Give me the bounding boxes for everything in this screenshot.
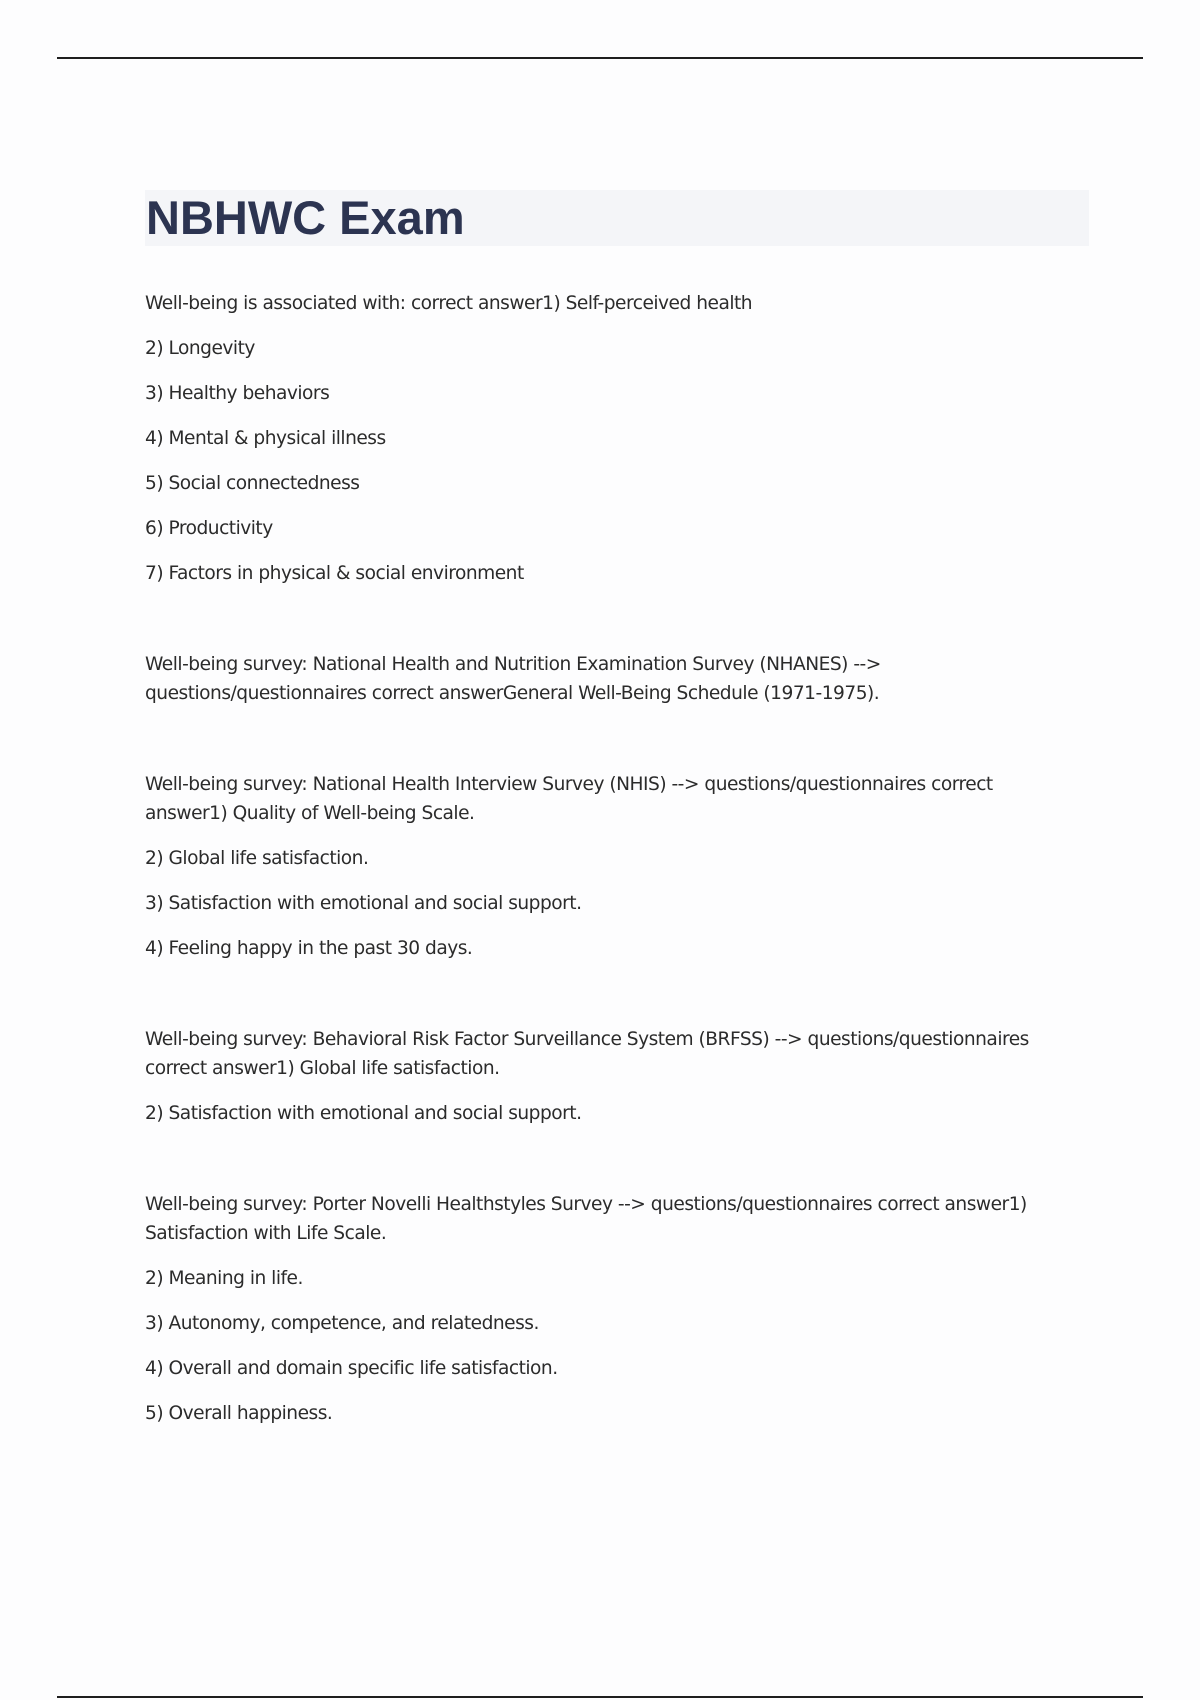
qa-line: 2) Global life satisfaction. (145, 848, 369, 869)
qa-line: Well-being survey: National Health Interview Survey (NHIS) --> questions/questionnaires correct answer1) Quality of Well-being Scale. (145, 774, 993, 824)
qa-line: 2) Longevity (145, 338, 255, 359)
qa-line: Well-being survey: Porter Novelli Healthstyles Survey --> questions/questionnaires correct answer1) Satisfaction with Life Scale. (145, 1194, 1027, 1244)
qa-line: 5) Social connectedness (145, 473, 360, 494)
qa-line: 2) Satisfaction with emotional and social support. (145, 1103, 582, 1124)
qa-block-2 (145, 650, 1075, 708)
qa-line: 3) Healthy behaviors (145, 383, 330, 404)
qa-line: Well-being is associated with: correct answer1) Self-perceived health (145, 293, 753, 314)
qa-block-5 (145, 1190, 1075, 1428)
qa-line: 7) Factors in physical & social environment (145, 563, 524, 584)
qa-block-1 (145, 289, 1075, 588)
page-title: NBHWC Exam (146, 191, 465, 244)
bottom-rule (57, 1696, 1143, 1698)
qa-line: 5) Overall happiness. (145, 1403, 333, 1424)
qa-line: 2) Meaning in life. (145, 1268, 303, 1289)
qa-line: Well-being survey: National Health and Nutrition Examination Survey (NHANES) --> questions/questionnaires correct answerGeneral Well-Being Schedule (1971-1975). (145, 654, 881, 704)
qa-block-4 (145, 1025, 1075, 1128)
qa-line: Well-being survey: Behavioral Risk Factor Surveillance System (BRFSS) --> questions/questionnaires correct answer1) Global life satisfaction. (145, 1029, 1029, 1079)
qa-line: 3) Autonomy, competence, and relatedness. (145, 1313, 539, 1334)
qa-line: 6) Productivity (145, 518, 273, 539)
document-body (145, 289, 1075, 1490)
qa-line: 3) Satisfaction with emotional and social support. (145, 893, 582, 914)
qa-line: 4) Mental & physical illness (145, 428, 386, 449)
top-rule (57, 57, 1143, 59)
qa-block-3 (145, 770, 1075, 963)
qa-line: 4) Overall and domain specific life satisfaction. (145, 1358, 558, 1379)
qa-line: 4) Feeling happy in the past 30 days. (145, 938, 473, 959)
